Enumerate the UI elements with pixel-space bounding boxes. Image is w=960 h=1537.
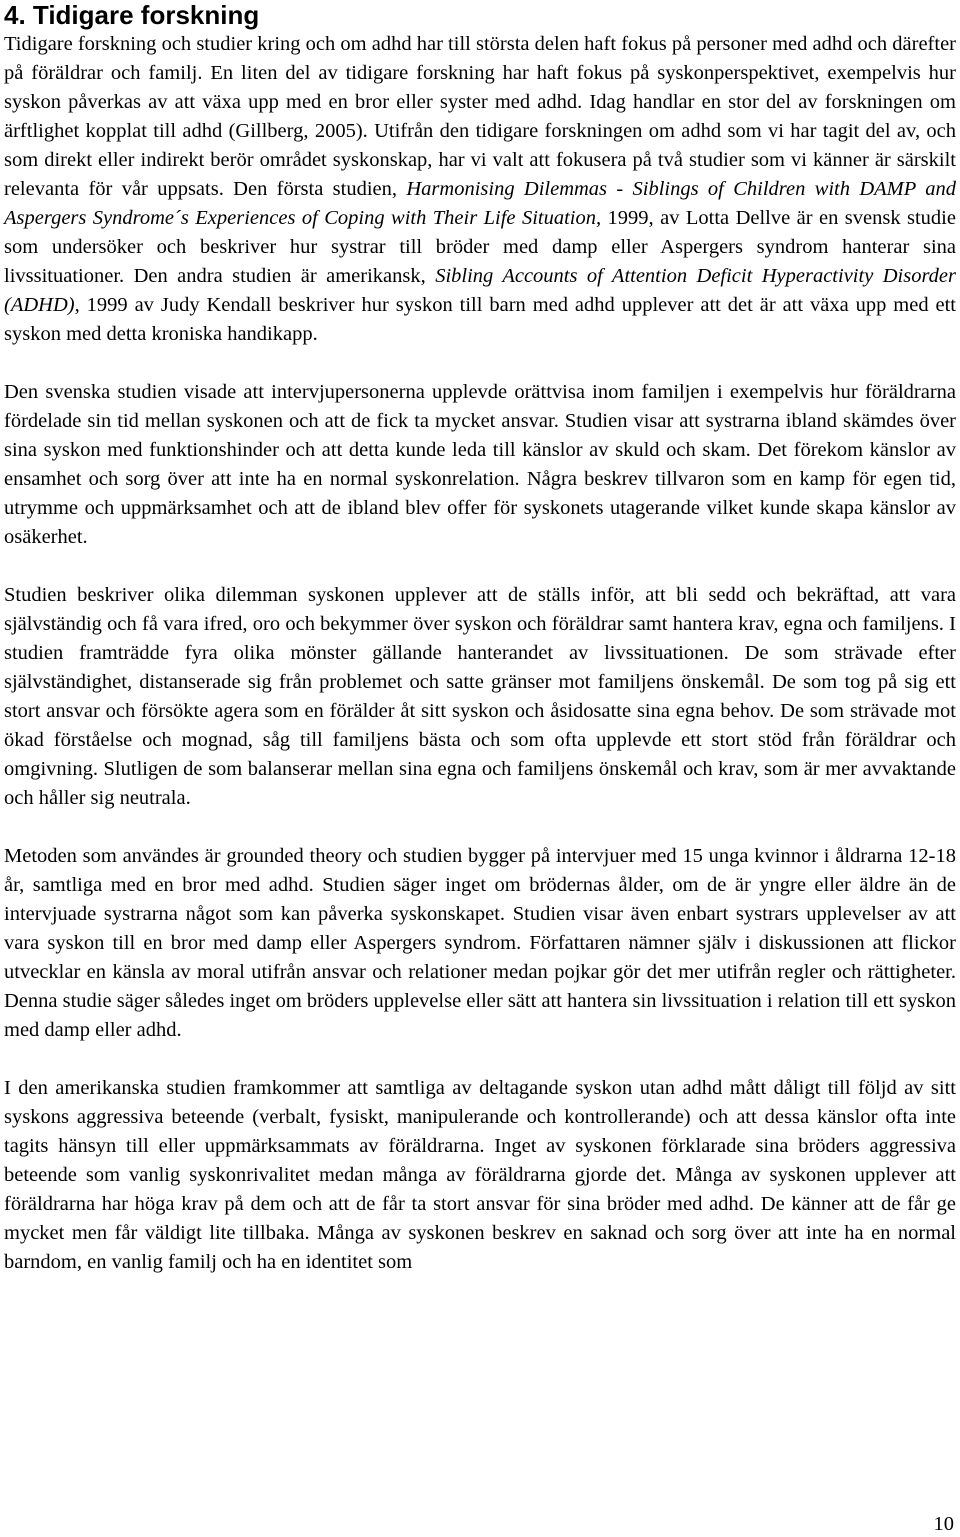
- paragraph-previous-research: [4, 30, 956, 349]
- paragraph-text: Tidigare forskning och studier kring och om adhd har till största delen haft fokus på personer med adhd och därefter på föräldrar och familj. En liten del av tidigare forskning har haft fokus på syskonperspektivet, exempelvis hur syskon påverkas av att växa upp med en bror eller syster med adhd. Idag handlar en stor del av forskningen om ärftlighet kopplat till adhd (Gillberg, 2005). Utifrån den tidigare forskningen om adhd som vi har tagit del av, och som direkt eller indirekt berör området syskonskap, har vi valt att fokusera på två studier som vi känner är särskilt relevanta för vår uppsats. Den första studien,: [4, 33, 956, 200]
- paragraph-american-study: I den amerikanska studien framkommer att samtliga av deltagande syskon utan adhd mått dåligt till följd av sitt syskons aggressiva beteende (verbalt, fysiskt, manipulerande och kontrollerande) och att dessa känslor ofta inte tagits hänsyn till eller uppmärksammats av föräldrarna. Inget av syskonen förklarade sina bröders aggressiva beteende som vanlig syskonrivalitet medan många av föräldrarna gjorde det. Många av syskonen upplever att föräldrarna har höga krav på dem och att de får ta stort ansvar för sina bröder med adhd. De känner att de får ge mycket men får väldigt lite tillbaka. Många av syskonen beskrev en saknad och sorg över att inte ha en normal barndom, en vanlig familj och ha en identitet som: [4, 1077, 956, 1273]
- paragraph-method: Metoden som användes är grounded theory och studien bygger på intervjuer med 15 unga kvinnor i åldrarna 12-18 år, samtliga med en bror med adhd. Studien säger inget om brödernas ålder, om de är yngre eller äldre än de intervjuade systrarna något som kan påverka syskonskapet. Studien visar även enbart systrars upplevelser av att vara syskon till en bror med damp eller Aspergers syndrom. Författaren nämner själv i diskussionen att flickor utvecklar en känsla av moral utifrån ansvar och relationer medan pojkar gör det mer utifrån regler och rättigheter. Denna studie säger således inget om bröders upplevelse eller sätt att hantera sin livssituation i relation till ett syskon med damp eller adhd.: [4, 845, 956, 1041]
- study-title-american: Sibling Accounts of Attention Deficit Hyperactivity Disorder (ADHD): [4, 265, 956, 316]
- document-page: [4, 0, 956, 1277]
- section-heading: 4. Tidigare forskning: [4, 0, 260, 30]
- paragraph-swedish-study: Den svenska studien visade att intervjupersonerna upplevde orättvisa inom familjen i exempelvis hur föräldrarna fördelade sin tid mellan syskonen och att de fick ta mycket ansvar. Studien visar att systrarna ibland skämdes över sina syskon med funktionshinder och att detta kunde leda till känslor av skuld och skam. Det förekom känslor av ensamhet och sorg över att inte ha en normal syskonrelation. Några beskrev tillvaron som en kamp för egen tid, utrymme och uppmärksamhet och att de ibland blev offer för syskonets utagerande vilket kunde skapa känslor av osäkerhet.: [4, 381, 956, 548]
- study-title-swedish: Harmonising Dilemmas - Siblings of Children with DAMP and Aspergers Syndrome´s Experiences of Coping with Their Life Situation,: [4, 178, 956, 229]
- paragraph-text: 1999, av Lotta Dellve är en svensk studie som undersöker och beskriver hur systrar till bröder med damp eller Aspergers syndrom hanterar sina livssituationer. Den andra studien är amerikansk,: [4, 207, 956, 287]
- paragraph-text: , 1999 av Judy Kendall beskriver hur syskon till barn med adhd upplever att det är att växa upp med ett syskon med detta kroniska handikapp.: [4, 294, 956, 345]
- page-number: 10: [933, 1513, 954, 1535]
- paragraph-dilemmas: Studien beskriver olika dilemman syskonen upplever att de ställs inför, att bli sedd och bekräftad, att vara självständig och få vara ifred, oro och bekymmer över syskon och föräldrar samt hantera krav, egna och familjens. I studien framträdde fyra olika mönster gällande hanterandet av livssituationen. De som strävade efter självständighet, distanserade sig från problemet och satte gränser mot familjens önskemål. De som tog på sig ett stort ansvar och försökte agera som en förälder åt sitt syskon och åsidosatte sina egna behov. De som strävade mot ökad förståelse och mognad, såg till familjens bästa och som ofta upplevde ett stort stöd från föräldrar och omgivning. Slutligen de som balanserar mellan sina egna och familjens önskemål och krav, som är mer avvaktande och håller sig neutrala.: [4, 584, 956, 809]
